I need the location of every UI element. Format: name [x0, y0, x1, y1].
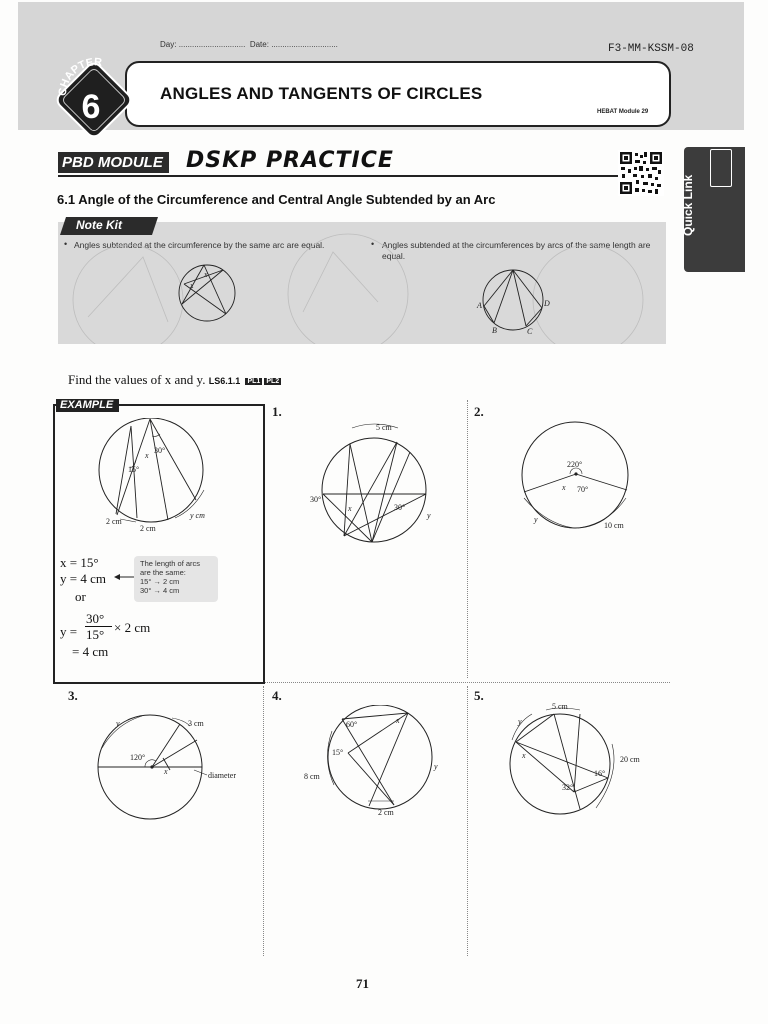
- grid-divider: [263, 686, 264, 956]
- example-x-label: x: [145, 451, 149, 460]
- grid-divider: [467, 400, 468, 678]
- question-number-4: 4.: [272, 688, 282, 703]
- example-arc-2cm-b: 2 cm: [140, 524, 156, 533]
- q1-label-30a: 30°: [310, 495, 322, 504]
- example-arc-2cm: 2 cm: [106, 517, 122, 526]
- answer-y: y = 4 cm: [60, 571, 106, 586]
- q1-label-5cm: 5 cm: [376, 423, 392, 432]
- question-2-diagram: [510, 418, 650, 536]
- page-number: 71: [356, 976, 369, 991]
- grid-divider: [467, 686, 468, 956]
- module-ref: HEBAT Module 29: [597, 109, 649, 115]
- answer-multiply: × 2 cm: [114, 620, 151, 635]
- q5-label-5cm: 5 cm: [552, 702, 568, 711]
- q5-label-32: 32°: [562, 783, 574, 792]
- chapter-number: 6: [81, 88, 101, 126]
- q5-label-16: 16°: [594, 769, 606, 778]
- note-label-D: D: [544, 299, 550, 308]
- example-arc-y: y cm: [190, 511, 205, 520]
- q4-label-15: 15°: [332, 748, 344, 757]
- example-angle-15: 15°: [128, 465, 140, 474]
- q2-label-x: x: [562, 483, 566, 492]
- example-diagram: [90, 418, 220, 538]
- note-label-A: A: [477, 301, 482, 310]
- q1-label-30b: 30°: [394, 503, 406, 512]
- q2-label-220: 220°: [567, 460, 583, 469]
- explanation-callout: The length of arcs are the same: 15° → 2 cm 30° → 4 cm: [134, 556, 218, 602]
- chapter-word: CHAPTER: [56, 56, 103, 97]
- q5-label-x: x: [522, 751, 526, 760]
- q2-label-10cm: 10 cm: [604, 521, 624, 530]
- dskp-practice-title: DSKP PRACTICE: [186, 148, 394, 173]
- answer-x: x = 15°: [60, 555, 99, 570]
- example-tag: EXAMPLE: [56, 399, 119, 412]
- note-label-x1: x: [204, 270, 208, 279]
- q2-label-70: 70°: [577, 485, 589, 494]
- q2-label-y: y: [534, 515, 538, 524]
- q1-label-x: x: [348, 504, 352, 513]
- book-code: F3-MM-KSSM-08: [608, 43, 694, 55]
- note-label-x2: x: [190, 281, 194, 290]
- qr-code-icon[interactable]: [618, 150, 664, 196]
- example-angle-30: 30°: [154, 446, 166, 455]
- note-label-B: B: [492, 326, 497, 335]
- q3-label-120: 120°: [130, 753, 146, 762]
- question-number-2: 2.: [474, 404, 484, 419]
- answer-or: or: [75, 589, 86, 604]
- question-number-1: 1.: [272, 404, 282, 419]
- question-number-3: 3.: [68, 688, 78, 703]
- fraction-denominator: 15°: [86, 627, 105, 642]
- section-title: 6.1 Angle of the Circumference and Central Angle Subtended by an Arc: [57, 192, 496, 207]
- arrow-left-icon: [114, 572, 136, 582]
- quick-link-box: [710, 149, 732, 187]
- note-text-1: Angles subtended at the circumference by the same arc are equal.: [74, 240, 325, 250]
- note-kit-diagrams: [58, 222, 666, 344]
- q5-label-20cm: 20 cm: [620, 755, 640, 764]
- question-1-diagram: [310, 418, 440, 544]
- q4-label-x: x: [396, 716, 400, 725]
- q3-label-diameter: diameter: [208, 771, 236, 780]
- note-circle-2: [483, 270, 543, 330]
- chapter-badge: [44, 50, 144, 150]
- level-badge-2: PL2: [266, 378, 280, 385]
- day-date-line: Day: .............................. Date: ..............................: [160, 40, 338, 49]
- chapter-title: ANGLES AND TANGENTS OF CIRCLES: [160, 84, 483, 103]
- q4-label-2cm: 2 cm: [378, 808, 394, 817]
- bullet-1: •: [64, 239, 68, 249]
- fraction-numerator: 30°: [86, 611, 105, 626]
- note-label-C: C: [527, 327, 533, 336]
- answer-final: = 4 cm: [72, 644, 109, 659]
- level-badge-1: PL1: [247, 378, 261, 385]
- question-5-diagram: [500, 700, 660, 818]
- q3-label-y: y: [116, 719, 120, 728]
- q5-label-y: y: [518, 717, 522, 726]
- q4-label-60: 60°: [346, 720, 358, 729]
- q1-label-y: y: [427, 511, 431, 520]
- question-prompt: Find the values of x and y. LS6.1.1 PL1 PL2: [68, 372, 280, 387]
- quick-link-label: Quick Link: [681, 174, 695, 236]
- q4-label-8cm: 8 cm: [304, 772, 320, 781]
- note-kit-label: Note Kit: [76, 218, 122, 232]
- q3-label-x: x: [164, 767, 168, 776]
- bullet-2: •: [371, 239, 375, 249]
- question-3-diagram: [90, 712, 260, 822]
- note-text-2: Angles subtended at the circumferences by arcs of the same length are equal.: [382, 240, 651, 261]
- answer-y-equals: y =: [60, 624, 78, 639]
- title-rule: [58, 175, 618, 177]
- question-number-5: 5.: [474, 688, 484, 703]
- q3-label-3cm: 3 cm: [188, 719, 204, 728]
- question-4-diagram: [302, 705, 452, 817]
- q4-label-y: y: [434, 762, 438, 771]
- pbd-module-label: PBD MODULE: [58, 152, 169, 173]
